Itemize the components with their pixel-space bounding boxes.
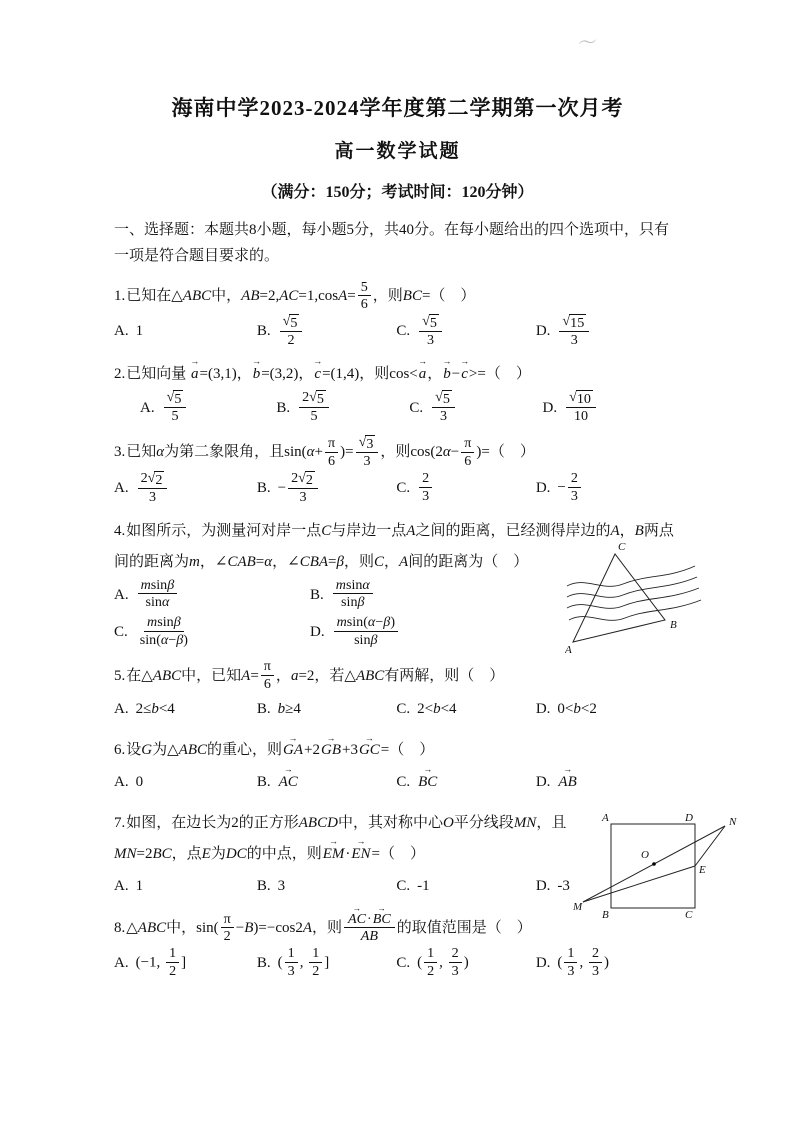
options	[114, 390, 681, 425]
option-label: C.	[396, 774, 411, 791]
question-text: △ABC中，sin( $\frac{\pi}{2}$ −B)=−cos2A，则 $\frac{AC \to\cdot BC \to}{AB}$ 的取值范围是（ ）	[126, 920, 532, 936]
option-a	[114, 870, 257, 902]
option-text: $\frac{msin\alpha}{\sin\beta}$	[331, 578, 375, 612]
option-d	[542, 390, 680, 425]
option-label: D.	[310, 624, 325, 641]
option-text: 0<b<2	[557, 701, 597, 718]
option-text: $\frac{msin(\alpha-\beta)}{\sin\beta}$	[332, 615, 400, 649]
question-stem	[114, 280, 681, 314]
segment-en	[695, 826, 725, 866]
option-c	[396, 766, 535, 798]
option-c	[396, 314, 535, 349]
option-label: A.	[114, 480, 129, 497]
option-b	[257, 314, 396, 349]
option-text: -1	[417, 877, 430, 894]
question-text: 已知在△ABC中，AB=2,AC=1,cosA= $\frac{5}{6}$ ，则BC=（ ）	[126, 278, 476, 313]
option-label: D.	[535, 323, 551, 340]
option-label: C.	[396, 323, 411, 340]
question-number: 7.	[114, 815, 126, 832]
fig-label-d: D	[685, 812, 693, 825]
question-8	[114, 912, 681, 981]
option-label: D.	[535, 774, 551, 791]
option-text: √ 5 3	[417, 314, 444, 349]
section-heading: 一、选择题：本题共8小题，每小题5分，共40分。在每小题给出的四个选项中，只有一项是符合题目要求的。	[114, 222, 670, 265]
option-a	[114, 766, 257, 798]
fig-label-c: C	[685, 909, 693, 922]
question-7	[114, 808, 737, 922]
option-text: − 2 √ 2 3	[278, 471, 320, 506]
question-1	[114, 280, 681, 350]
option-label: B.	[310, 586, 324, 603]
option-c	[396, 471, 535, 505]
fig-label-a: A	[602, 812, 609, 825]
question-stem	[114, 435, 681, 470]
options	[114, 578, 584, 650]
option-text: $\frac{2}{3}$	[417, 471, 434, 505]
corner-scribble: 〜	[576, 31, 599, 56]
question-4	[114, 516, 681, 657]
option-a	[114, 693, 257, 725]
option-d	[536, 471, 681, 505]
option-b	[257, 693, 396, 725]
option-text: BC →	[417, 767, 438, 797]
option-label: C.	[114, 624, 128, 641]
option-a	[114, 946, 257, 980]
exam-subtitle: 高一数学试题	[334, 141, 461, 162]
question-number: 1.	[114, 288, 126, 305]
option-label: B.	[256, 774, 271, 791]
option-text: − $\frac{2}{3}$	[557, 471, 583, 505]
question-number: 6.	[114, 742, 126, 759]
question-stem	[114, 735, 681, 766]
option-text: ( $\frac{1}{2}$ , $\frac{2}{3}$ )	[417, 944, 469, 979]
question-text: 已知α为第二象限角，且sin(α+ $\frac{\pi}{6}$ )= √ 3 3 ，则cos(2α− $\frac{\pi}{6}$ )=（ ）	[126, 434, 535, 470]
river-wave	[569, 600, 701, 620]
option-label: C.	[396, 701, 411, 718]
option-label: A.	[114, 323, 129, 340]
square-figure	[573, 810, 741, 924]
option-a	[114, 578, 310, 612]
option-label: A.	[114, 955, 129, 972]
question-stem	[114, 359, 681, 390]
exam-meta: （满分：150分；考试时间：120分钟）	[261, 184, 534, 201]
option-c	[114, 615, 310, 649]
fig-label-o: O	[641, 849, 649, 862]
option-text: √ 5 2	[278, 314, 305, 349]
option-text: 2<b<4	[417, 701, 457, 718]
option-a	[140, 390, 276, 425]
option-label: B.	[256, 955, 271, 972]
option-d	[536, 766, 681, 798]
fig-label-b: B	[602, 909, 609, 922]
fig-label-e: E	[699, 864, 706, 877]
question-text: 如图所示，为测量河对岸一点C与岸边一点A之间的距离，已经测得岸边的A，B两点间的距离为m，∠CAB=α，∠CBA=β，则C，A间的距离为（ ）	[114, 523, 674, 570]
segment-em	[583, 866, 695, 902]
option-label: C.	[396, 955, 411, 972]
option-label: A.	[114, 774, 129, 791]
option-c	[396, 693, 535, 725]
option-b	[310, 578, 584, 612]
option-text: (−1, $\frac{1}{2}$ ]	[135, 944, 187, 979]
question-5	[114, 659, 681, 725]
option-text: 2 √ 5 5	[297, 390, 331, 425]
option-text: 3	[277, 877, 286, 894]
option-label: D.	[535, 955, 551, 972]
option-d	[536, 693, 681, 725]
question-number: 5.	[114, 667, 126, 684]
question-text: 如图，在边长为2的正方形ABCD中，其对称中心O平分线段MN，且MN=2BC，点E为DC的中点，则EM →·EN →=（ ）	[114, 815, 566, 862]
exam-title: 海南中学2023-2024学年度第二学期第一次月考	[171, 96, 624, 120]
option-label: D.	[535, 480, 551, 497]
option-text: 2≤b<4	[135, 701, 175, 718]
option-label: B.	[276, 399, 291, 416]
option-label: A.	[114, 586, 129, 603]
question-3	[114, 435, 681, 506]
center-o-dot	[652, 862, 656, 866]
fig-label-m: M	[573, 901, 583, 914]
option-text: ( $\frac{1}{3}$ , $\frac{1}{2}$ ]	[277, 944, 330, 979]
fig-label-a: A	[565, 644, 572, 657]
option-text: AB →	[557, 767, 577, 797]
option-text: AC →	[278, 767, 299, 797]
option-label: B.	[256, 480, 271, 497]
exam-header	[114, 92, 681, 202]
fig-label-c: C	[618, 541, 626, 554]
option-b	[257, 766, 396, 798]
sight-triangle	[573, 554, 665, 642]
option-c	[409, 390, 542, 425]
fig-label-b: B	[670, 619, 677, 632]
options	[114, 766, 681, 798]
option-text: $\frac{msin\beta}{\sin\alpha}$	[136, 578, 180, 612]
option-c	[396, 946, 535, 980]
option-d	[536, 946, 681, 980]
option-label: A.	[114, 701, 129, 718]
option-text: $\frac{msin\beta}{\sin(\alpha-\beta)}$	[139, 613, 188, 648]
option-text: ( $\frac{1}{3}$ , $\frac{2}{3}$ )	[557, 944, 609, 979]
question-text: 已知向量 a →=(3,1)，b →=(3,2)，c →=(1,4)，则cos<a →，b →−c →>=（ ）	[126, 366, 531, 382]
fig-label-n: N	[729, 816, 737, 829]
option-label: B.	[256, 877, 271, 894]
option-d	[536, 314, 681, 349]
options	[114, 471, 681, 506]
option-label: C.	[396, 480, 411, 497]
question-text: 设G为△ABC的重心，则GA →+2GB →+3GC →=（ ）	[126, 742, 434, 758]
options	[114, 693, 681, 725]
option-b	[257, 946, 396, 980]
option-label: C.	[409, 399, 424, 416]
option-c	[396, 870, 535, 902]
option-text: √ 15 3	[557, 314, 591, 349]
option-label: B.	[256, 323, 271, 340]
option-text: √ 10 10	[564, 390, 598, 425]
question-2	[114, 359, 681, 425]
question-text: 在△ABC中，已知A= $\frac{\pi}{6}$ ，a=2，若△ABC有两解，则（ ）	[126, 658, 505, 692]
option-a	[114, 315, 257, 347]
option-text: b≥4	[277, 701, 301, 718]
option-label: A.	[140, 399, 155, 416]
question-number: 2.	[114, 366, 126, 383]
option-b	[257, 870, 396, 902]
option-b	[276, 390, 409, 425]
option-text: 2 √ 2 3	[136, 471, 170, 506]
option-text: √ 5 5	[162, 390, 189, 425]
option-a	[114, 471, 257, 506]
option-label: D.	[535, 877, 551, 894]
question-6	[114, 735, 681, 798]
question-stem	[114, 912, 681, 946]
question-number: 4.	[114, 523, 126, 540]
question-stem	[114, 659, 681, 693]
question-number: 3.	[114, 444, 126, 461]
river-survey-figure	[565, 540, 703, 658]
option-text: 0	[135, 774, 144, 791]
option-b	[257, 471, 396, 506]
option-d	[310, 615, 584, 649]
option-label: A.	[114, 877, 129, 894]
options	[114, 314, 681, 349]
option-label: D.	[535, 701, 551, 718]
square-abcd	[611, 824, 695, 908]
option-label: D.	[542, 399, 558, 416]
option-text: -3	[557, 877, 570, 894]
option-text: √ 5 3	[430, 390, 457, 425]
option-label: C.	[396, 877, 411, 894]
option-label: B.	[256, 701, 271, 718]
question-number: 8.	[114, 920, 126, 937]
river-wave	[567, 588, 699, 608]
option-text: 1	[135, 877, 144, 894]
options	[114, 946, 681, 980]
option-text: 1	[135, 323, 144, 340]
